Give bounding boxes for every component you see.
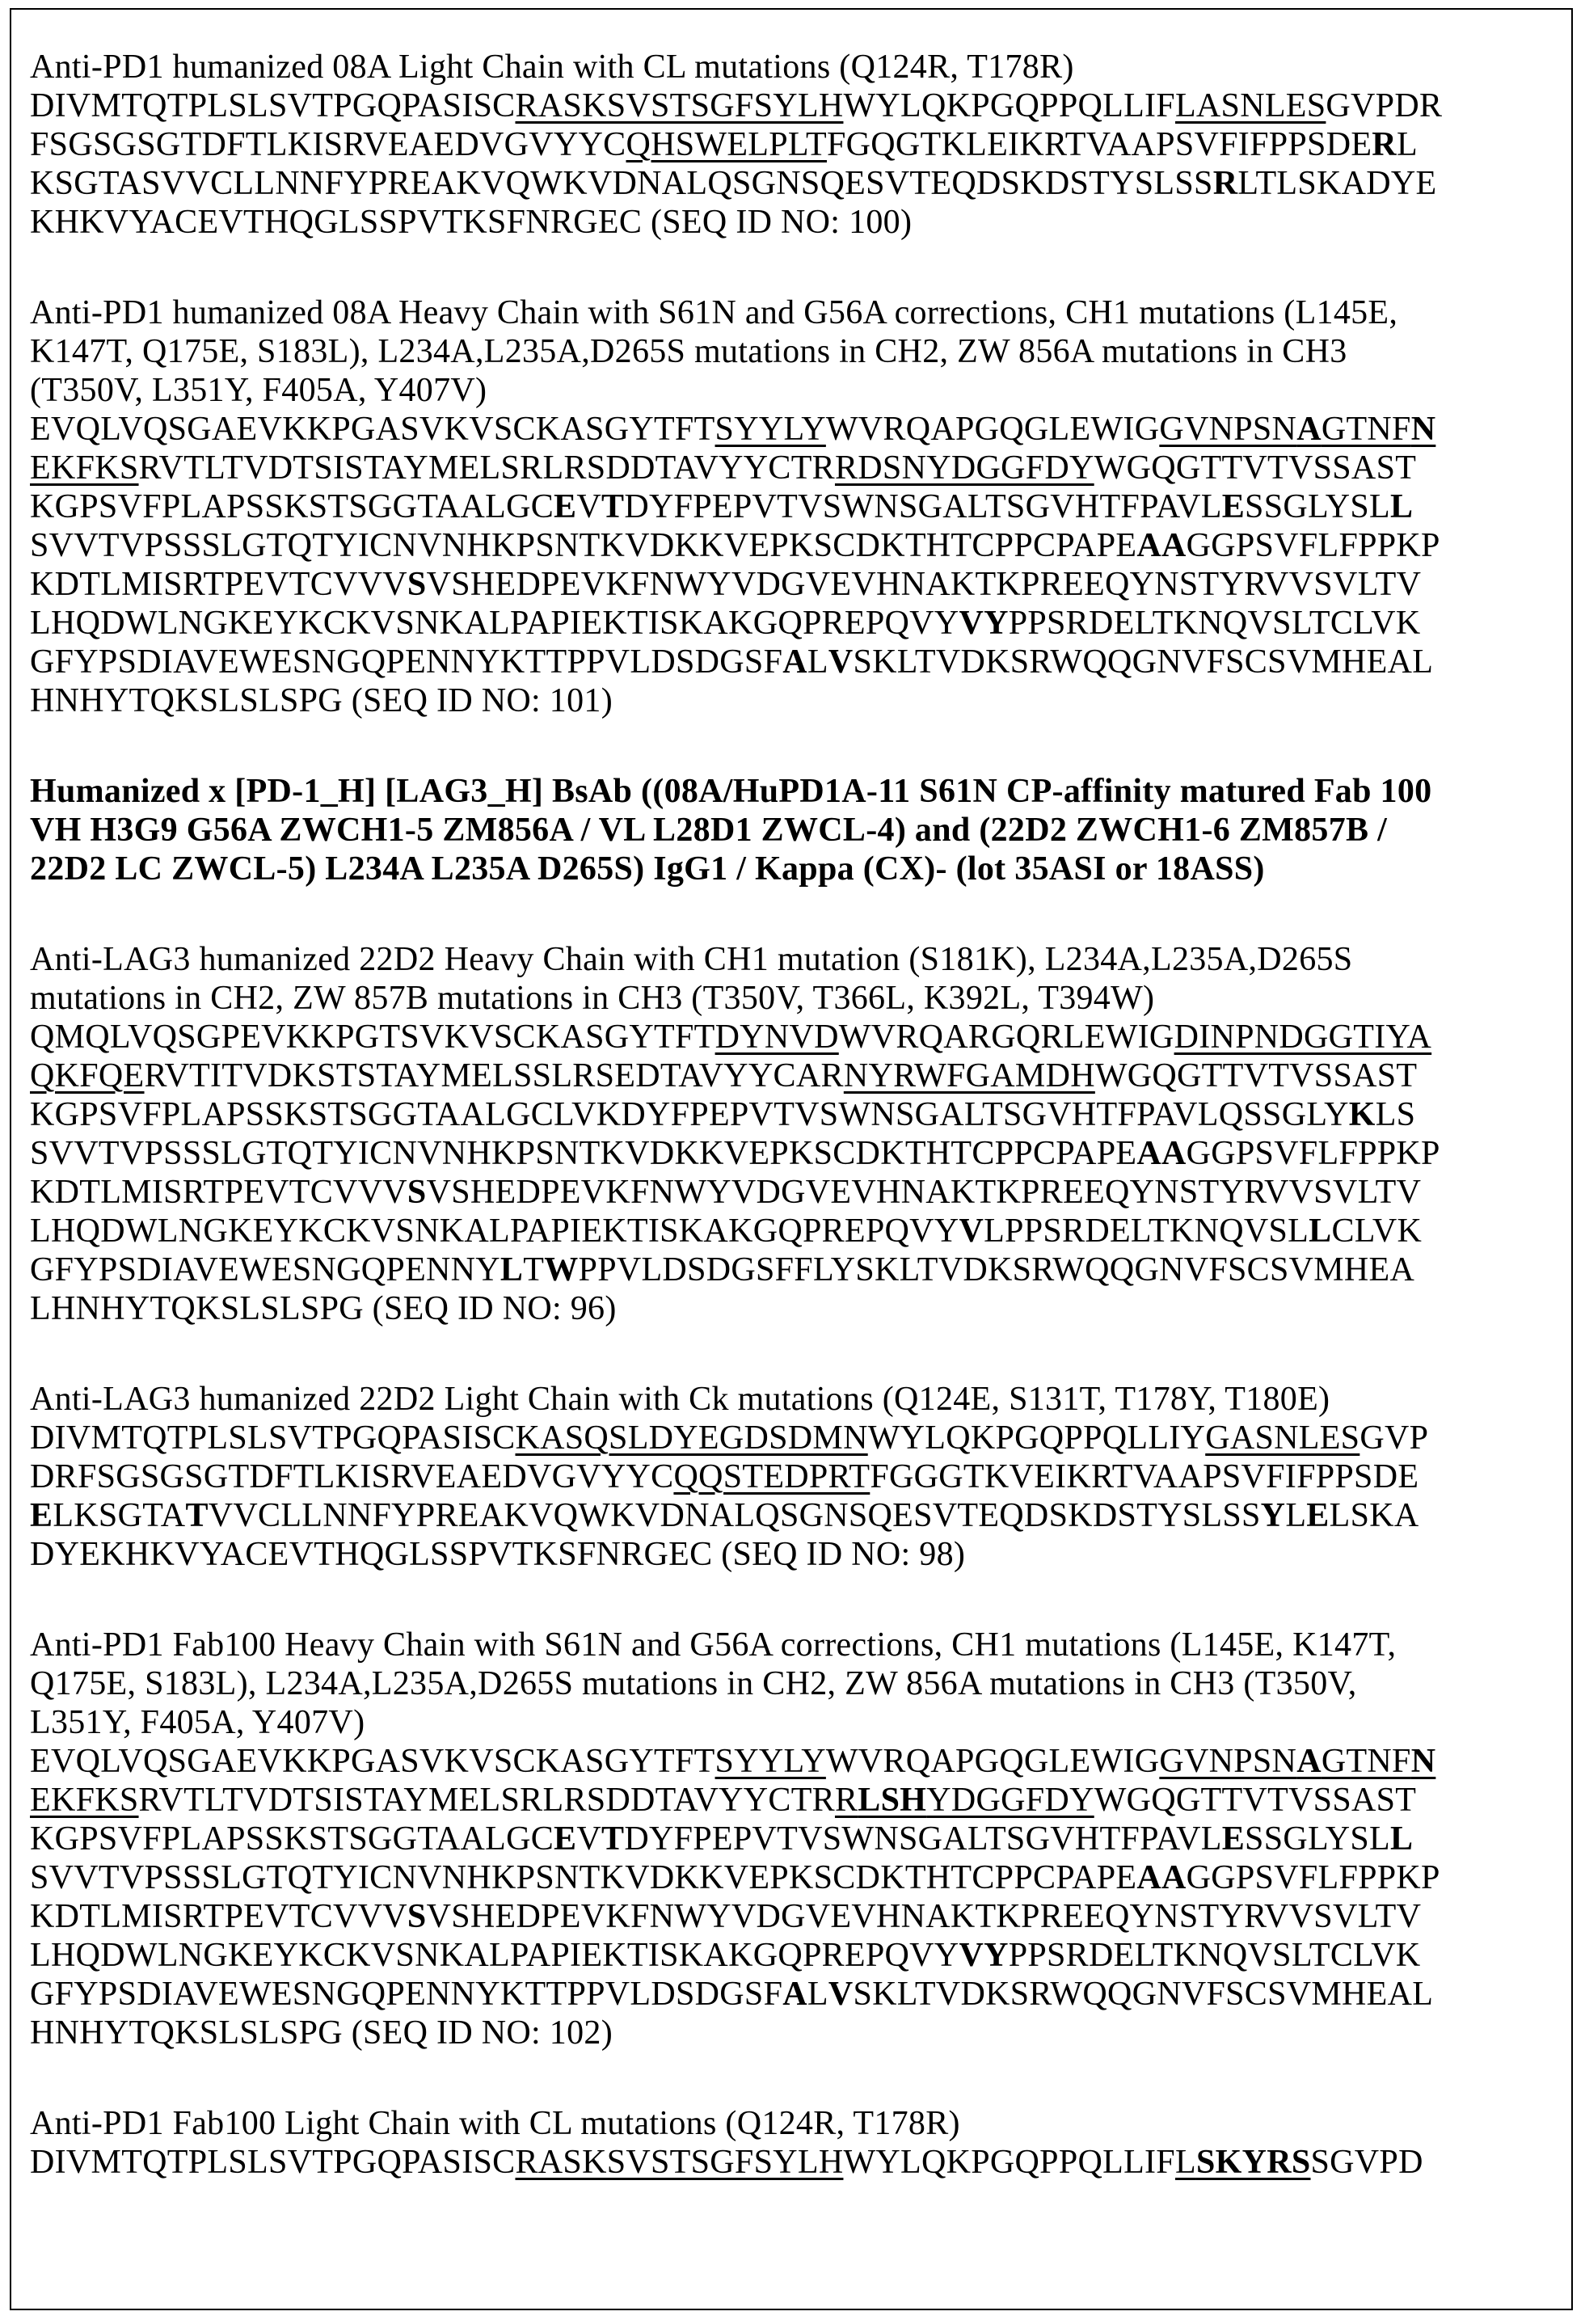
sequence-segment: RVTLTVDTSISTAYMELSRLRSDDTAVYYCTR: [139, 1782, 835, 1819]
sequence-segment: DIVMTQTPLSLSVTPGQPASISC: [30, 1419, 515, 1457]
sequence-segment: GGPSVFLFPPKP: [1187, 1859, 1440, 1896]
sequence-segment: WGQGTTVTVSSAST: [1095, 1057, 1418, 1095]
sequence-segment: SKLTVDKSRWQQGNVFSCSVMHEAL: [853, 1976, 1433, 2013]
sequence-segment: GGPSVFLFPPKP: [1187, 1135, 1440, 1172]
cdr-region: EKFKS: [30, 1782, 139, 1819]
sequence-segment: WVRQAPGQGLEWIG: [826, 411, 1159, 448]
sequence-segment: L: [807, 1976, 828, 2013]
cdr-region: QQSTEDPRT: [673, 1458, 870, 1495]
sequence-line: [30, 164, 1563, 203]
sequence-line: [30, 1018, 1563, 1057]
mutation-residue: R: [1213, 165, 1238, 202]
sequence-line: [30, 1897, 1563, 1936]
sequence-segment: KDTLMISRTPEVTCVVV: [30, 1898, 407, 1935]
mutation-residue: W: [544, 1251, 578, 1289]
sequence-segment: SKLTVDKSRWQQGNVFSCSVMHEAL: [853, 643, 1433, 681]
sequence-segment: SVVTVPSSSLGTQTYICNVNHKPSNTKVDKKVEPKSCDKTHTCPPCPAPE: [30, 527, 1136, 564]
sequence-segment: WVRQAPGQGLEWIG: [826, 1743, 1159, 1780]
sequence-line: [30, 203, 1563, 242]
cdr-region: NYRWFGAMDH: [844, 1057, 1095, 1095]
document-page: [10, 8, 1573, 2310]
sequence-block: [30, 293, 1563, 720]
sequence-block: [30, 1380, 1563, 1574]
sequence-segment: GFYPSDIAVEWESNGQPENNYKTTPPVLDSDGSF: [30, 643, 782, 681]
mutation-residue: E: [1222, 1820, 1245, 1858]
mutation-residue: V: [828, 643, 854, 681]
mutation-residue: E: [30, 1497, 53, 1534]
sequence-segment: GFYPSDIAVEWESNGQPENNY: [30, 1251, 500, 1289]
sequence-segment: SVVTVPSSSLGTQTYICNVNHKPSNTKVDKKVEPKSCDKTHTCPPCPAPE: [30, 1859, 1136, 1896]
sequence-line: [30, 1820, 1563, 1858]
mutation-residue: AA: [1136, 1859, 1186, 1896]
sequence-block: [30, 48, 1563, 242]
mutation-residue: S: [407, 1174, 427, 1211]
description-line: mutations in CH2, ZW 857B mutations in CH3 (T350V, T366L, K392L, T394W): [30, 979, 1563, 1018]
sequence-line: [30, 681, 1563, 720]
sequence-segment: FGQGTKLEIKRTVAAPSVFIFPPSDE: [827, 126, 1372, 163]
sequence-line: [30, 487, 1563, 526]
heading-line: Humanized x [PD-1_H] [LAG3_H] BsAb ((08A/HuPD1A-11 S61N CP-affinity matured Fab 100: [30, 772, 1563, 811]
sequence-line: [30, 1134, 1563, 1173]
cdr-region: QHSWELPLT: [626, 126, 827, 163]
sequence-segment: PPVLDSDGSFFLYSKLTVDKSRWQQGNVFSCSVMHEA: [579, 1251, 1415, 1289]
mutation-residue: E: [1222, 488, 1245, 525]
sequence-line: [30, 1936, 1563, 1975]
mutation-residue: V: [828, 1976, 854, 2013]
mutation-residue: K: [1349, 1096, 1376, 1133]
description-line: Anti-LAG3 humanized 22D2 Heavy Chain with CH1 mutation (S181K), L234A,L235A,D265S: [30, 940, 1563, 979]
sequence-segment: GGPSVFLFPPKP: [1187, 527, 1440, 564]
sequence-segment: DIVMTQTPLSLSVTPGQPASISC: [30, 2144, 515, 2181]
sequence-line: [30, 1742, 1563, 1781]
mutation-residue: T: [601, 1820, 624, 1858]
sequence-segment: KDTLMISRTPEVTCVVV: [30, 566, 407, 603]
mutation-residue: VY: [959, 1937, 1008, 1974]
cdr-region: GASNLES: [1205, 1419, 1359, 1457]
sequence-segment: KSGTASVVCLLNNFYPREAKVQWKVDNALQSGNSQESVTEQDSKDSTYSLSS: [30, 165, 1213, 202]
sequence-segment: VVCLLNNFYPREAKVQWKVDNALQSGNSQESVTEQDSKDSTYSLSS: [209, 1497, 1261, 1534]
description-line: Anti-PD1 humanized 08A Heavy Chain with S61N and G56A corrections, CH1 mutations (L145E,: [30, 293, 1563, 332]
sequence-line: [30, 526, 1563, 565]
sequence-segment: DYEKHKVYACEVTHQGLSSPVTKSFNRGEC (SEQ ID NO: 98): [30, 1536, 965, 1573]
sequence-segment: L: [1285, 1497, 1306, 1534]
sequence-segment: LPPSRDELTKNQVSL: [984, 1213, 1309, 1250]
sequence-line: [30, 1095, 1563, 1134]
mutation-residue: A: [782, 1976, 807, 2013]
cdr-region: RDSNYDGGFDY: [835, 449, 1094, 487]
description-line: (T350V, L351Y, F405A, Y407V): [30, 371, 1563, 410]
cdr-region: DINPNDGGTIYA: [1174, 1019, 1432, 1056]
heading-line: 22D2 LC ZWCL-5) L234A L235A D265S) IgG1 / Kappa (CX)- (lot 35ASI or 18ASS): [30, 850, 1563, 888]
sequence-line: [30, 1975, 1563, 2014]
sequence-line: [30, 1251, 1563, 1289]
sequence-segment: CLVK: [1331, 1213, 1422, 1250]
sequence-segment: LSKA: [1330, 1497, 1419, 1534]
sequence-segment: SGVPD: [1311, 2144, 1423, 2181]
cdr-region: KASQSLDYEGDSDMN: [515, 1419, 867, 1457]
heading-line: VH H3G9 G56A ZWCH1-5 ZM856A / VL L28D1 ZWCL-4) and (22D2 ZWCH1-6 ZM857B /: [30, 811, 1563, 850]
sequence-block: [30, 2104, 1563, 2182]
sequence-segment: WYLQKPGQPPQLLIF: [843, 2144, 1175, 2181]
sequence-segment: L: [807, 643, 828, 681]
sequence-segment: QMQLVQSGPEVKKPGTSVKVSCKASGYTFT: [30, 1019, 715, 1056]
sequence-segment: PPSRDELTKNQVSLTCLVK: [1009, 1937, 1421, 1974]
sequence-line: [30, 1535, 1563, 1574]
sequence-segment: GFYPSDIAVEWESNGQPENNYKTTPPVLDSDGSF: [30, 1976, 782, 2013]
cdr-mutation-residue: N: [1411, 411, 1436, 448]
sequence-segment: WGQGTTVTVSSAST: [1094, 1782, 1417, 1819]
sequence-segment: RVTITVDKSTSTAYMELSSLRSEDTAVYYCAR: [145, 1057, 844, 1095]
sequence-line: [30, 125, 1563, 164]
description-line: Anti-PD1 humanized 08A Light Chain with CL mutations (Q124R, T178R): [30, 48, 1563, 86]
sequence-segment: FGGGTKVEIKRTVAAPSVFIFPPSDE: [870, 1458, 1418, 1495]
cdr-region: GTNF: [1322, 1743, 1411, 1780]
sequence-segment: LHQDWLNGKEYKCKVSNKALPAPIEKTISKAKGQPREPQVY: [30, 1937, 959, 1974]
sequence-line: [30, 565, 1563, 604]
cdr-region: R: [835, 1782, 858, 1819]
cdr-region: SYYLY: [715, 411, 826, 448]
sequence-segment: L: [1397, 126, 1418, 163]
sequence-segment: GVP: [1359, 1419, 1428, 1457]
sequence-segment: SSGLYSL: [1245, 488, 1390, 525]
sequence-segment: LHNHYTQKSLSLSPG (SEQ ID NO: 96): [30, 1290, 617, 1327]
mutation-residue: L: [1309, 1213, 1331, 1250]
sequence-segment: LKSGTA: [53, 1497, 185, 1534]
mutation-residue: E: [1306, 1497, 1329, 1534]
mutation-residue: L: [1390, 1820, 1413, 1858]
sequence-segment: EVQLVQSGAEVKKPGASVKVSCKASGYTFT: [30, 1743, 715, 1780]
description-line: K147T, Q175E, S183L), L234A,L235A,D265S mutations in CH2, ZW 856A mutations in CH3: [30, 332, 1563, 371]
sequence-line: [30, 1212, 1563, 1251]
sequence-segment: VSHEDPEVKFNWYVDGVEVHNAKTKPREEQYNSTYRVVSVLTV: [427, 566, 1422, 603]
mutation-residue: VY: [959, 605, 1008, 642]
mutation-residue: T: [601, 488, 624, 525]
sequence-segment: T: [523, 1251, 544, 1289]
mutation-residue: R: [1372, 126, 1397, 163]
sequence-segment: LHQDWLNGKEYKCKVSNKALPAPIEKTISKAKGQPREPQVY: [30, 1213, 959, 1250]
sequence-segment: HNHYTQKSLSLSPG (SEQ ID NO: 102): [30, 2014, 613, 2052]
sequence-segment: WYLQKPGQPPQLLIF: [843, 87, 1175, 124]
cdr-region: RASKSVSTSGFSYLH: [515, 2144, 843, 2181]
sequence-segment: WVRQARGQRLEWIG: [839, 1019, 1174, 1056]
sequence-segment: KDTLMISRTPEVTCVVV: [30, 1174, 407, 1211]
sequence-segment: LS: [1376, 1096, 1416, 1133]
cdr-mutation-residue: A: [1296, 1743, 1322, 1780]
description-line: Q175E, S183L), L234A,L235A,D265S mutations in CH2, ZW 856A mutations in CH3 (T350V,: [30, 1664, 1563, 1703]
sequence-line: [30, 1057, 1563, 1095]
sequence-segment: KGPSVFPLAPSSKSTSGGTAALGC: [30, 488, 554, 525]
sequence-segment: DYFPEPVTVSWNSGALTSGVHTFPAVL: [624, 488, 1221, 525]
cdr-region: RASKSVSTSGFSYLH: [515, 87, 843, 124]
sequence-segment: KHKVYACEVTHQGLSSPVTKSFNRGEC (SEQ ID NO: 100): [30, 204, 912, 241]
cdr-region: YDGGFDY: [926, 1782, 1094, 1819]
cdr-region: QKFQE: [30, 1057, 145, 1095]
description-line: Anti-PD1 Fab100 Heavy Chain with S61N and G56A corrections, CH1 mutations (L145E, K147T,: [30, 1626, 1563, 1664]
sequence-line: [30, 1173, 1563, 1212]
mutation-residue: E: [554, 1820, 576, 1858]
sequence-line: [30, 1496, 1563, 1535]
sequence-line: [30, 1457, 1563, 1496]
cdr-region: L: [1175, 2144, 1196, 2181]
description-line: Anti-PD1 Fab100 Light Chain with CL mutations (Q124R, T178R): [30, 2104, 1563, 2143]
mutation-residue: S: [407, 566, 427, 603]
sequence-segment: SVVTVPSSSLGTQTYICNVNHKPSNTKVDKKVEPKSCDKTHTCPPCPAPE: [30, 1135, 1136, 1172]
mutation-residue: AA: [1136, 527, 1186, 564]
sequence-segment: WYLQKPGQPPQLLIY: [868, 1419, 1206, 1457]
sequence-segment: DRFSGSGSGTDFTLKISRVEAEDVGVYYC: [30, 1458, 673, 1495]
sequence-line: [30, 1289, 1563, 1328]
description-line: L351Y, F405A, Y407V): [30, 1703, 1563, 1742]
sequence-segment: V: [576, 1820, 601, 1858]
description-line: Anti-LAG3 humanized 22D2 Light Chain with Ck mutations (Q124E, S131T, T178Y, T180E): [30, 1380, 1563, 1419]
sequence-line: [30, 2143, 1563, 2182]
cdr-region: GVNPSN: [1159, 1743, 1296, 1780]
sequence-line: [30, 1781, 1563, 1820]
mutation-residue: T: [185, 1497, 208, 1534]
mutation-residue: S: [407, 1898, 427, 1935]
sequence-segment: LTLSKADYE: [1237, 165, 1436, 202]
sequence-line: [30, 410, 1563, 449]
mutation-residue: L: [1390, 488, 1413, 525]
mutation-residue: V: [959, 1213, 984, 1250]
cdr-mutation-residue: A: [1296, 411, 1322, 448]
cdr-region: EKFKS: [30, 449, 139, 487]
cdr-mutation-residue: SKYRS: [1196, 2144, 1311, 2181]
sequence-segment: GVPDR: [1326, 87, 1442, 124]
sequence-segment: PPSRDELTKNQVSLTCLVK: [1009, 605, 1421, 642]
sequence-segment: WGQGTTVTVSSAST: [1094, 449, 1417, 487]
sequence-line: [30, 643, 1563, 681]
sequence-segment: HNHYTQKSLSLSPG (SEQ ID NO: 101): [30, 682, 613, 719]
sequence-segment: RVTLTVDTSISTAYMELSRLRSDDTAVYYCTR: [139, 449, 835, 487]
mutation-residue: AA: [1136, 1135, 1186, 1172]
sequence-segment: VSHEDPEVKFNWYVDGVEVHNAKTKPREEQYNSTYRVVSVLTV: [427, 1174, 1422, 1211]
sequence-segment: KGPSVFPLAPSSKSTSGGTAALGCLVKDYFPEPVTVSWNSGALTSGVHTFPAVLQSSGLY: [30, 1096, 1349, 1133]
cdr-region: SYYLY: [715, 1743, 826, 1780]
sequence-block: [30, 940, 1563, 1328]
sequence-segment: DIVMTQTPLSLSVTPGQPASISC: [30, 87, 515, 124]
sequence-segment: VSHEDPEVKFNWYVDGVEVHNAKTKPREEQYNSTYRVVSVLTV: [427, 1898, 1422, 1935]
mutation-residue: A: [782, 643, 807, 681]
sequence-line: [30, 1858, 1563, 1897]
sequence-line: [30, 449, 1563, 487]
sequence-segment: KGPSVFPLAPSSKSTSGGTAALGC: [30, 1820, 554, 1858]
sequence-line: [30, 86, 1563, 125]
sequence-segment: DYFPEPVTVSWNSGALTSGVHTFPAVL: [624, 1820, 1221, 1858]
sequence-segment: LHQDWLNGKEYKCKVSNKALPAPIEKTISKAKGQPREPQVY: [30, 605, 959, 642]
mutation-residue: E: [554, 488, 576, 525]
cdr-mutation-residue: N: [1411, 1743, 1436, 1780]
bold-heading-block: [30, 772, 1563, 888]
mutation-residue: Y: [1261, 1497, 1286, 1534]
cdr-region: GTNF: [1322, 411, 1411, 448]
sequence-line: [30, 604, 1563, 643]
sequence-segment: V: [576, 488, 601, 525]
sequence-segment: EVQLVQSGAEVKKPGASVKVSCKASGYTFT: [30, 411, 715, 448]
sequence-line: [30, 1419, 1563, 1457]
mutation-residue: L: [500, 1251, 523, 1289]
cdr-region: DYNVD: [715, 1019, 839, 1056]
sequence-line: [30, 2014, 1563, 2052]
cdr-mutation-residue: LSH: [858, 1782, 926, 1819]
sequence-block: [30, 1626, 1563, 2052]
cdr-region: LASNLES: [1175, 87, 1326, 124]
cdr-region: GVNPSN: [1159, 411, 1296, 448]
sequence-segment: SSGLYSL: [1245, 1820, 1390, 1858]
sequence-segment: FSGSGSGTDFTLKISRVEAEDVGVYYC: [30, 126, 626, 163]
